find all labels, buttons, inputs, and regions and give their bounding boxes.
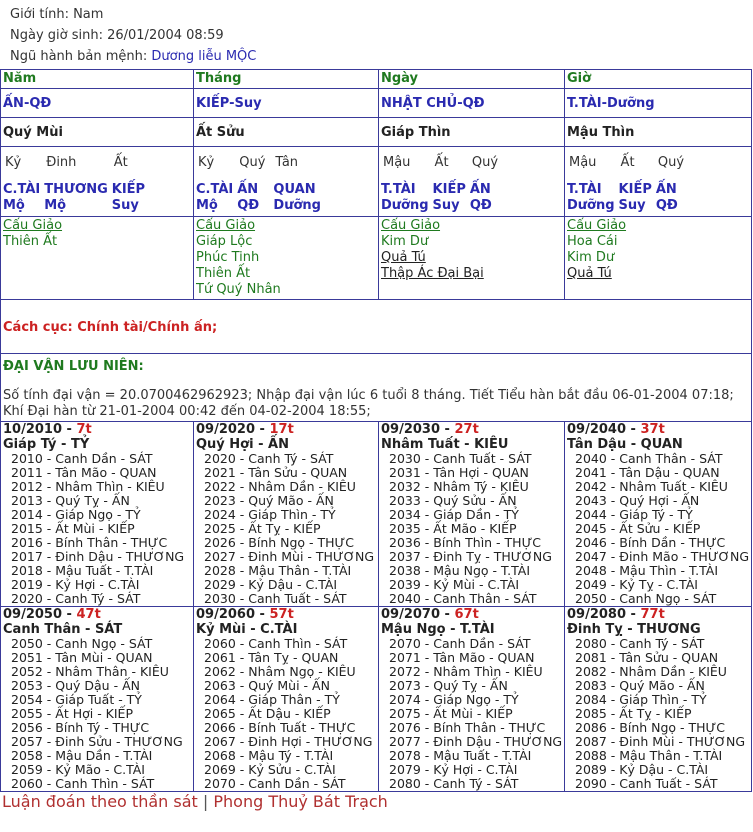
luu-nien-line: 2057 - Đinh Sửu - THƯƠNG xyxy=(11,734,183,749)
hidden-stem-state: Dưỡng xyxy=(381,198,429,213)
luu-nien-line: 2040 - Canh Thân - SÁT xyxy=(575,451,723,466)
hidden-stem: Mậu xyxy=(383,155,411,170)
pillar-ganzhi: Mậu Thìn xyxy=(567,124,635,140)
luu-nien-line: 2036 - Bính Thìn - THỰC xyxy=(389,535,542,550)
than-sat-item[interactable]: Cấu Giảo xyxy=(3,218,63,233)
pillar-header: Giờ xyxy=(567,71,592,86)
luu-nien-line: 2079 - Kỷ Hợi - C.TÀI xyxy=(389,762,518,777)
pillar-can-star: T.TÀI-Dưỡng xyxy=(567,95,655,111)
hidden-stem-star: KIẾP xyxy=(432,182,466,197)
luu-nien-line: 2013 - Quý Tỵ - ẤN xyxy=(11,493,130,508)
luu-nien-line: 2067 - Đinh Hợi - THƯƠNG xyxy=(204,734,373,749)
luu-nien-line: 2030 - Canh Tuất - SÁT xyxy=(204,591,347,606)
luu-nien-line: 2028 - Mậu Thân - T.TÀI xyxy=(204,563,352,578)
dai-van-age: 7t xyxy=(76,422,92,437)
luu-nien-line: 2034 - Giáp Dần - TỶ xyxy=(389,507,519,522)
luu-nien-line: 2026 - Bính Ngọ - THỰC xyxy=(204,535,355,550)
dai-van-header xyxy=(567,422,749,437)
hidden-stem: Quý xyxy=(471,155,499,170)
pillar-ganzhi: Giáp Thìn xyxy=(381,124,451,140)
hidden-stem: Kỷ xyxy=(198,155,215,170)
luu-nien-line: 2061 - Tân Tỵ - QUAN xyxy=(204,650,339,665)
hidden-stem-star: ẤN xyxy=(237,182,259,197)
hidden-stem-star: ẤN xyxy=(469,182,491,197)
luu-nien-line: 2060 - Canh Thìn - SÁT xyxy=(204,636,348,651)
luu-nien-line: 2072 - Nhâm Thìn - KIÊU xyxy=(389,664,543,679)
luu-nien-line: 2081 - Tân Sửu - QUAN xyxy=(575,650,719,665)
luu-nien-line: 2071 - Tân Mão - QUAN xyxy=(389,650,535,665)
luu-nien-line: 2056 - Bính Tý - THỰC xyxy=(11,720,150,735)
dai-van-age: 47t xyxy=(76,607,101,622)
birth-line: Ngày giờ sinh: 26/01/2004 08:59 xyxy=(10,28,224,43)
dai-van-date: 09/2060 - xyxy=(196,607,265,622)
luu-nien-line: 2018 - Mậu Tuất - T.TÀI xyxy=(11,563,154,578)
luu-nien-line: 2035 - Ất Mão - KIẾP xyxy=(389,521,517,536)
cach-cuc: Cách cục: Chính tài/Chính ấn; xyxy=(3,319,218,335)
dai-van-date: 09/2040 - xyxy=(567,422,636,437)
hidden-stem: Đinh xyxy=(46,155,77,170)
dai-van-pillar: Nhâm Tuất - KIÊU xyxy=(381,437,509,452)
dai-van-age: 27t xyxy=(454,422,479,437)
luu-nien-line: 2016 - Bính Thân - THỰC xyxy=(11,535,168,550)
than-sat-item: Thiên Ất xyxy=(196,266,251,281)
luu-nien-line: 2074 - Giáp Ngọ - TỶ xyxy=(389,692,519,707)
luu-nien-line: 2044 - Giáp Tý - TỶ xyxy=(575,507,693,522)
info-block xyxy=(0,0,753,67)
than-sat-item: Tứ Quý Nhân xyxy=(196,282,281,297)
luu-nien-line: 2075 - Ất Mùi - KIẾP xyxy=(389,706,513,721)
hidden-stem-state: Suy xyxy=(111,198,139,213)
hidden-stem: Quý xyxy=(239,155,266,170)
luu-nien-line: 2010 - Canh Dần - SÁT xyxy=(11,451,153,466)
dai-van-pillar: Đinh Tỵ - THƯƠNG xyxy=(567,622,701,637)
luu-nien-line: 2045 - Ất Sửu - KIẾP xyxy=(575,521,701,536)
dai-van-header xyxy=(381,422,562,437)
luu-nien-line: 2015 - Ất Mùi - KIẾP xyxy=(11,521,135,536)
pillar-ganzhi: Quý Mùi xyxy=(3,124,63,140)
luu-nien-line: 2040 - Canh Thân - SÁT xyxy=(389,591,537,606)
luu-nien-line: 2085 - Ất Tỵ - KIẾP xyxy=(575,706,692,721)
element-label: Ngũ hành bản mệnh: xyxy=(10,49,148,64)
luu-nien-line: 2031 - Tân Hợi - QUAN xyxy=(389,465,529,480)
hidden-stem-star: C.TÀI xyxy=(3,182,41,197)
dai-van-pillar: Mậu Ngọ - T.TÀI xyxy=(381,622,495,637)
luu-nien-line: 2051 - Tân Mùi - QUAN xyxy=(11,650,153,665)
dai-van-age: 67t xyxy=(454,607,479,622)
luu-nien-line: 2082 - Nhâm Dần - KIÊU xyxy=(575,664,727,679)
dai-van-date: 09/2030 - xyxy=(381,422,450,437)
hidden-stem-star: KIẾP xyxy=(618,182,652,197)
pillar-header: Ngày xyxy=(381,71,419,86)
luu-nien-line: 2053 - Quý Dậu - ẤN xyxy=(11,678,140,693)
luu-nien-line: 2062 - Nhâm Ngọ - KIÊU xyxy=(204,664,356,679)
dai-van-date: 09/2070 - xyxy=(381,607,450,622)
link-than-sat[interactable]: Luận đoán theo thần sát xyxy=(2,792,198,811)
hidden-stem: Ất xyxy=(620,155,635,170)
luu-nien-line: 2033 - Quý Sửu - ẤN xyxy=(389,493,517,508)
luu-nien-line: 2063 - Quý Mùi - ẤN xyxy=(204,678,330,693)
luu-nien-line: 2020 - Canh Tý - SÁT xyxy=(204,451,334,466)
dai-van-age: 77t xyxy=(640,607,665,622)
hidden-stem-state: Suy xyxy=(432,198,460,213)
dai-van-age: 57t xyxy=(269,607,294,622)
luu-nien-line: 2089 - Kỷ Dậu - C.TÀI xyxy=(575,762,709,777)
dai-van-date: 09/2080 - xyxy=(567,607,636,622)
pillar-ganzhi: Ất Sửu xyxy=(196,124,245,140)
gender-line: Giới tính: Nam xyxy=(10,7,104,22)
hidden-stem-state: QĐ xyxy=(655,198,678,213)
than-sat-item: Giáp Lộc xyxy=(196,234,253,249)
luu-nien-line: 2021 - Tân Sửu - QUAN xyxy=(204,465,348,480)
dai-van-note: Số tính đại vận = 20.0700462962923; Nhập đại vận lúc 6 tuổi 8 tháng. Tiết Tiểu hàn bắt đầu 06-01-2004 07:18; Khí Đại hàn từ 21-01-2004 00:42 đến 04-02-2004 18:55; xyxy=(3,388,734,419)
dai-van-header xyxy=(567,607,749,622)
luu-nien-line: 2080 - Canh Tý - SÁT xyxy=(575,636,705,651)
dai-van-header xyxy=(381,607,562,622)
luu-nien-line: 2042 - Nhâm Tuất - KIÊU xyxy=(575,479,728,494)
dai-van-pillar: Giáp Tý - TỶ xyxy=(3,437,90,452)
dai-van-pillar: Tân Dậu - QUAN xyxy=(567,437,683,452)
than-sat-item: Thiên Ất xyxy=(3,234,58,249)
pillar-can-star: KIẾP-Suy xyxy=(196,95,262,111)
hidden-stem-state: QĐ xyxy=(469,198,492,213)
luu-nien-line: 2068 - Mậu Tý - T.TÀI xyxy=(204,748,334,763)
hidden-stem: Mậu xyxy=(569,155,597,170)
luu-nien-line: 2060 - Canh Thìn - SÁT xyxy=(11,776,155,791)
luu-nien-line: 2017 - Đinh Dậu - THƯƠNG xyxy=(11,549,185,564)
luu-nien-line: 2022 - Nhâm Dần - KIÊU xyxy=(204,479,356,494)
luu-nien-line: 2050 - Canh Ngọ - SÁT xyxy=(11,636,153,651)
luu-nien-line: 2011 - Tân Mão - QUAN xyxy=(11,465,157,480)
than-sat-item[interactable]: Cấu Giảo xyxy=(381,218,441,233)
hidden-stem-star: C.TÀI xyxy=(196,182,234,197)
hidden-stem-state: QĐ xyxy=(237,198,260,213)
than-sat-item[interactable]: Cấu Giảo xyxy=(567,218,627,233)
luu-nien-line: 2076 - Bính Thân - THỰC xyxy=(389,720,546,735)
luu-nien-line: 2041 - Tân Dậu - QUAN xyxy=(575,465,720,480)
dai-van-date: 09/2050 - xyxy=(3,607,72,622)
hidden-stem-state: Suy xyxy=(618,198,646,213)
hidden-stem-state: Mộ xyxy=(44,198,67,213)
luu-nien-line: 2032 - Nhâm Tý - KIÊU xyxy=(389,479,529,494)
luu-nien-line: 2049 - Kỷ Tỵ - C.TÀI xyxy=(575,577,698,592)
hidden-stem-state: Mộ xyxy=(3,198,25,213)
than-sat-item: Hoa Cái xyxy=(567,234,618,249)
horoscope-table xyxy=(0,69,752,792)
dai-van-date: 10/2010 - xyxy=(3,422,72,437)
than-sat-item: Phúc Tinh xyxy=(196,250,260,265)
hidden-stem-star: THƯƠNG xyxy=(44,182,108,197)
footer xyxy=(0,792,753,811)
luu-nien-line: 2070 - Canh Dần - SÁT xyxy=(204,776,346,791)
hidden-stem-star: ẤN xyxy=(655,182,677,197)
hidden-stem: Ất xyxy=(434,155,449,170)
hidden-stem-star: QUAN xyxy=(273,182,316,197)
luu-nien-line: 2078 - Mậu Tuất - T.TÀI xyxy=(389,748,532,763)
luu-nien-line: 2019 - Kỷ Hợi - C.TÀI xyxy=(11,577,140,592)
pillar-header: Tháng xyxy=(196,71,242,86)
than-sat-item[interactable]: Quả Tú xyxy=(567,266,612,281)
luu-nien-line: 2080 - Canh Tý - SÁT xyxy=(389,776,519,791)
luu-nien-line: 2070 - Canh Dần - SÁT xyxy=(389,636,531,651)
luu-nien-line: 2027 - Đinh Mùi - THƯƠNG xyxy=(204,549,375,564)
luu-nien-line: 2020 - Canh Tý - SÁT xyxy=(11,591,141,606)
hidden-stem-state: Mộ xyxy=(196,198,218,213)
luu-nien-line: 2059 - Kỷ Mão - C.TÀI xyxy=(11,762,145,777)
luu-nien-line: 2029 - Kỷ Dậu - C.TÀI xyxy=(204,577,338,592)
luu-nien-line: 2048 - Mậu Thìn - T.TÀI xyxy=(575,563,719,578)
dai-van-pillar: Quý Hợi - ẤN xyxy=(196,437,289,452)
dai-van-pillar: Kỷ Mùi - C.TÀI xyxy=(196,622,298,637)
than-sat-item: Kim Dư xyxy=(381,234,429,249)
dai-van-age: 17t xyxy=(269,422,294,437)
hidden-stem-star: T.TÀI xyxy=(381,182,416,197)
than-sat-item[interactable]: Quả Tú xyxy=(381,250,426,265)
pillar-can-star: ẤN-QĐ xyxy=(3,95,52,111)
than-sat-item[interactable]: Cấu Giảo xyxy=(196,218,256,233)
element-value: Dương liễu MỘC xyxy=(151,49,257,64)
luu-nien-line: 2046 - Bính Dần - THỰC xyxy=(575,535,726,550)
luu-nien-line: 2030 - Canh Tuất - SÁT xyxy=(389,451,532,466)
dai-van-header xyxy=(196,422,376,437)
luu-nien-line: 2065 - Ất Dậu - KIẾP xyxy=(204,706,331,721)
dai-van-date: 09/2020 - xyxy=(196,422,265,437)
luu-nien-line: 2038 - Mậu Ngọ - T.TÀI xyxy=(389,563,531,578)
luu-nien-line: 2047 - Đinh Mão - THƯƠNG xyxy=(575,549,750,564)
luu-nien-line: 2037 - Đinh Tỵ - THƯƠNG xyxy=(389,549,552,564)
pillar-header: Năm xyxy=(3,71,37,86)
luu-nien-line: 2077 - Đinh Dậu - THƯƠNG xyxy=(389,734,563,749)
luu-nien-line: 2058 - Mậu Dần - T.TÀI xyxy=(11,748,153,763)
luu-nien-line: 2014 - Giáp Ngọ - TỶ xyxy=(11,507,141,522)
than-sat-item: Kim Dư xyxy=(567,250,615,265)
hidden-stem: Kỷ xyxy=(5,155,22,170)
luu-nien-line: 2090 - Canh Tuất - SÁT xyxy=(575,776,718,791)
luu-nien-line: 2073 - Quý Tỵ - ẤN xyxy=(389,678,508,693)
dai-van-title: ĐẠI VẬN LƯU NIÊN: xyxy=(3,359,144,374)
luu-nien-line: 2069 - Kỷ Sửu - C.TÀI xyxy=(204,762,336,777)
hidden-stem-star: KIẾP xyxy=(111,182,146,197)
dai-van-header xyxy=(3,607,191,622)
luu-nien-line: 2066 - Bính Tuất - THỰC xyxy=(204,720,356,735)
luu-nien-line: 2083 - Quý Mão - ẤN xyxy=(575,678,705,693)
luu-nien-line: 2043 - Quý Hợi - ẤN xyxy=(575,493,700,508)
luu-nien-line: 2012 - Nhâm Thìn - KIÊU xyxy=(11,479,165,494)
hidden-stem: Tân xyxy=(275,155,299,170)
hidden-stem-state: Dưỡng xyxy=(567,198,615,213)
hidden-stem-state: Dưỡng xyxy=(273,198,321,213)
link-phong-thuy[interactable]: Phong Thuỷ Bát Trạch xyxy=(213,792,388,811)
dai-van-header xyxy=(196,607,376,622)
luu-nien-line: 2023 - Quý Mão - ẤN xyxy=(204,493,334,508)
luu-nien-line: 2055 - Ất Hợi - KIẾP xyxy=(11,706,133,721)
luu-nien-line: 2039 - Kỷ Mùi - C.TÀI xyxy=(389,577,520,592)
luu-nien-line: 2084 - Giáp Thìn - TỶ xyxy=(575,692,707,707)
than-sat-item[interactable]: Thập Ác Đại Bại xyxy=(381,266,484,281)
dai-van-pillar: Canh Thân - SÁT xyxy=(3,622,123,637)
footer-separator: | xyxy=(202,792,209,811)
hidden-stem: Ất xyxy=(113,155,128,170)
luu-nien-line: 2086 - Bính Ngọ - THỰC xyxy=(575,720,726,735)
dai-van-age: 37t xyxy=(640,422,665,437)
luu-nien-line: 2087 - Đinh Mùi - THƯƠNG xyxy=(575,734,746,749)
luu-nien-line: 2088 - Mậu Thân - T.TÀI xyxy=(575,748,723,763)
dai-van-header xyxy=(3,422,191,437)
luu-nien-line: 2025 - Ất Tỵ - KIẾP xyxy=(204,521,321,536)
luu-nien-line: 2054 - Giáp Tuất - TỶ xyxy=(11,692,142,707)
element-line xyxy=(10,46,753,67)
hidden-stem: Quý xyxy=(657,155,685,170)
pillar-can-star: NHẬT CHỦ-QĐ xyxy=(381,95,485,111)
hidden-stem-star: T.TÀI xyxy=(567,182,602,197)
luu-nien-line: 2024 - Giáp Thìn - TỶ xyxy=(204,507,336,522)
luu-nien-line: 2052 - Nhâm Thân - KIÊU xyxy=(11,664,169,679)
luu-nien-line: 2050 - Canh Ngọ - SÁT xyxy=(575,591,717,606)
luu-nien-line: 2064 - Giáp Thân - TỶ xyxy=(204,692,340,707)
